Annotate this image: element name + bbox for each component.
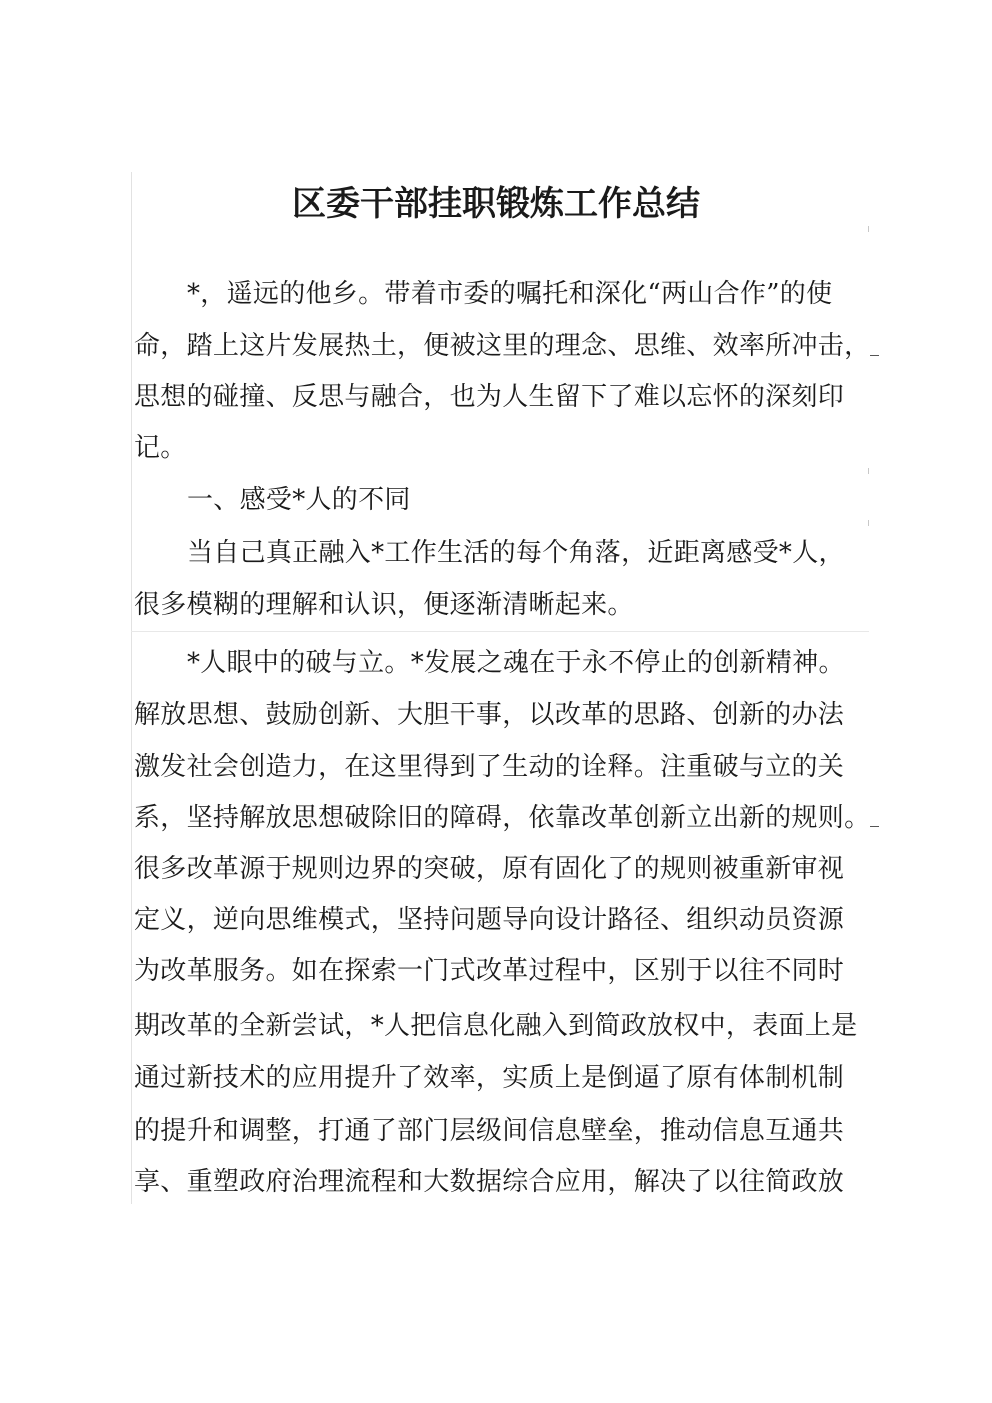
- paragraph-line: 解放思想、鼓励创新、大胆干事，以改革的思路、创新的办法: [134, 700, 845, 730]
- paragraph-line: 记。: [134, 433, 187, 463]
- paragraph-line: 命，踏上这片发展热土，便被这里的理念、思维、效率所冲击，: [134, 331, 871, 361]
- paragraph-line: 很多模糊的理解和认识，便逐渐清晰起来。: [134, 590, 634, 620]
- paragraph-line: 很多改革源于规则边界的突破，原有固化了的规则被重新审视: [134, 854, 845, 884]
- paragraph-line: *人眼中的破与立。*发展之魂在于永不停止的创新精神。: [187, 648, 845, 678]
- paragraph-line: 通过新技术的应用提升了效率，实质上是倒逼了原有体制机制: [134, 1063, 845, 1093]
- paragraph-line: 激发社会创造力，在这里得到了生动的诠释。注重破与立的关: [134, 752, 845, 782]
- paragraph-line: 定义，逆向思维模式，坚持问题导向设计路径、组织动员资源: [134, 905, 845, 935]
- line-end-mark: [870, 826, 879, 827]
- paragraph-line: 为改革服务。如在探索一门式改革过程中，区别于以往不同时: [134, 956, 845, 986]
- paragraph-line: 享、重塑政府治理流程和大数据综合应用，解决了以往简政放: [134, 1167, 845, 1197]
- paragraph-line: 思想的碰撞、反思与融合，也为人生留下了难以忘怀的深刻印: [134, 382, 845, 412]
- paragraph-line: *，遥远的他乡。带着市委的嘱托和深化“两山合作”的使: [187, 279, 833, 309]
- section-heading: 一、感受*人的不同: [187, 485, 411, 515]
- paragraph-line: 系，坚持解放思想破除旧的障碍，依靠改革创新立出新的规则。: [134, 803, 871, 833]
- page-section-divider: [131, 631, 869, 632]
- paragraph-line: 的提升和调整，打通了部门层级间信息壁垒，推动信息互通共: [134, 1116, 845, 1146]
- page-left-border: [131, 172, 132, 1204]
- paragraph-line: 期改革的全新尝试，*人把信息化融入到简政放权中，表面上是: [134, 1011, 858, 1041]
- margin-tick-mark: [868, 520, 869, 526]
- line-end-mark: [870, 355, 879, 356]
- margin-tick-mark: [868, 468, 869, 474]
- paragraph-line: 当自己真正融入*工作生活的每个角落，近距离感受*人，: [187, 538, 845, 568]
- document-title: 区委干部挂职锻炼工作总结: [292, 184, 700, 224]
